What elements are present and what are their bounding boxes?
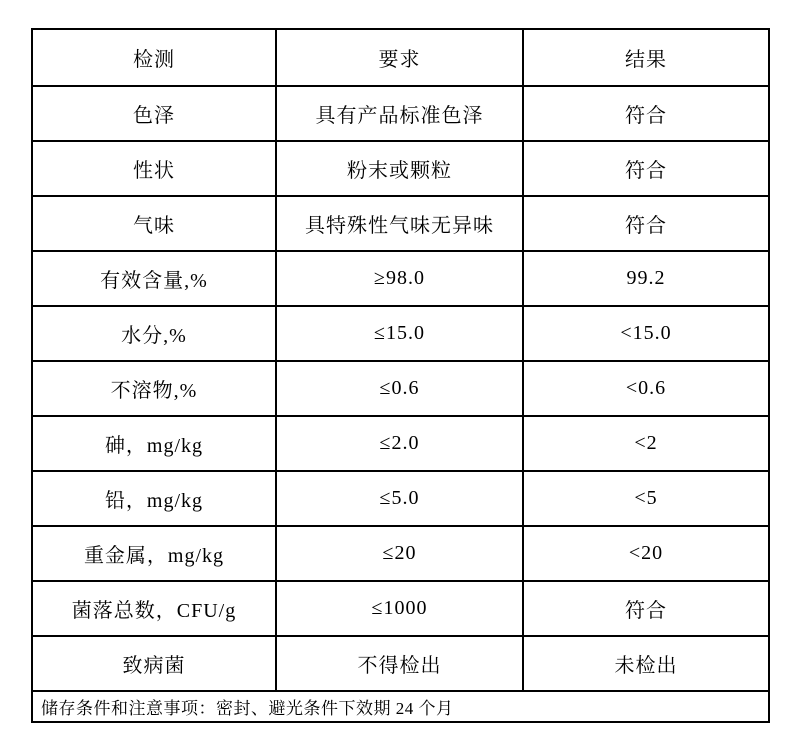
table-row [32,581,769,636]
cell-item: 铅，mg/kg [32,471,276,526]
cell-requirement: ≤2.0 [276,416,523,471]
cell-requirement: 具有产品标准色泽 [276,86,523,141]
cell-item: 气味 [32,196,276,251]
cell-requirement: ≤15.0 [276,306,523,361]
column-header-item: 检测 [32,29,276,86]
cell-item: 重金属，mg/kg [32,526,276,581]
cell-requirement: ≤0.6 [276,361,523,416]
cell-requirement: ≤20 [276,526,523,581]
cell-item: 水分,% [32,306,276,361]
cell-item: 性状 [32,141,276,196]
table-row [32,86,769,141]
cell-result: <15.0 [523,306,769,361]
table-row [32,196,769,251]
cell-result: 符合 [523,86,769,141]
table-row [32,361,769,416]
cell-requirement: ≤5.0 [276,471,523,526]
table-row [32,416,769,471]
table-row [32,306,769,361]
storage-conditions-note: 储存条件和注意事项：密封、避光条件下效期 24 个月 [32,691,769,722]
cell-result: 99.2 [523,251,769,306]
cell-result: 符合 [523,581,769,636]
cell-item: 菌落总数，CFU/g [32,581,276,636]
table-row [32,251,769,306]
inspection-table [31,28,770,723]
table-footer-row [32,691,769,722]
cell-result: <2 [523,416,769,471]
cell-item: 有效含量,% [32,251,276,306]
table-row [32,141,769,196]
table-row [32,636,769,691]
cell-requirement: 具特殊性气味无异味 [276,196,523,251]
column-header-requirement: 要求 [276,29,523,86]
cell-result: <20 [523,526,769,581]
cell-requirement: 粉末或颗粒 [276,141,523,196]
cell-result: 符合 [523,141,769,196]
cell-requirement: ≥98.0 [276,251,523,306]
cell-result: <5 [523,471,769,526]
table-header-row [32,29,769,86]
cell-result: 未检出 [523,636,769,691]
table-row [32,526,769,581]
cell-item: 色泽 [32,86,276,141]
cell-result: 符合 [523,196,769,251]
cell-item: 不溶物,% [32,361,276,416]
cell-result: <0.6 [523,361,769,416]
cell-requirement: ≤1000 [276,581,523,636]
cell-requirement: 不得检出 [276,636,523,691]
table-row [32,471,769,526]
cell-item: 致病菌 [32,636,276,691]
cell-item: 砷，mg/kg [32,416,276,471]
column-header-result: 结果 [523,29,769,86]
